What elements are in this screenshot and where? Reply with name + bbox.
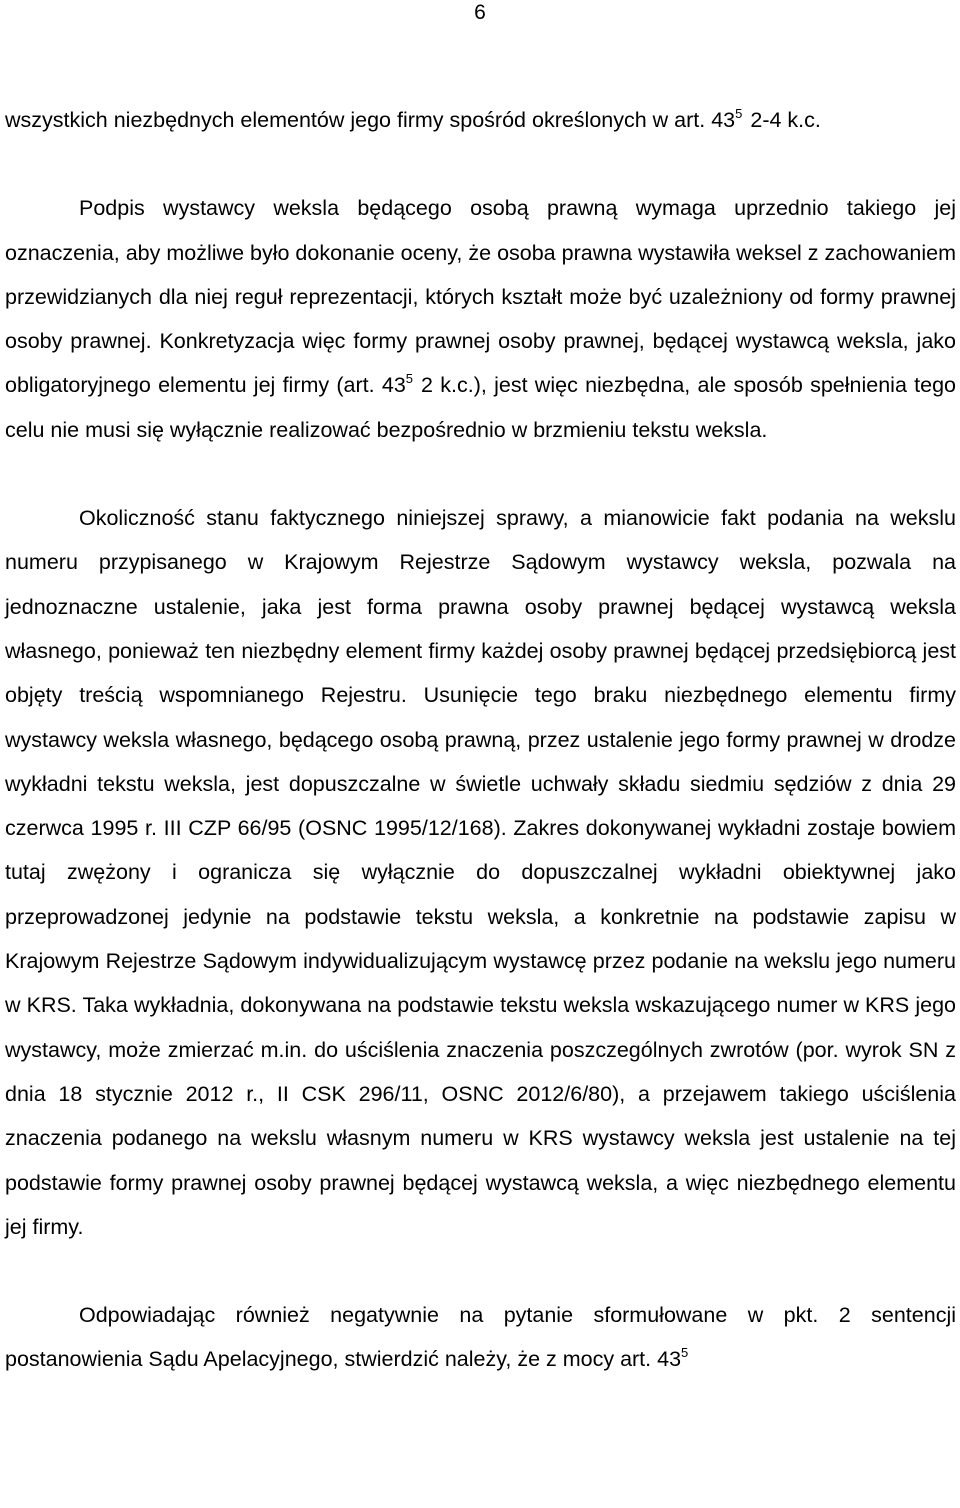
paragraph-text: wszystkich niezbędnych elementów jego firmy spośród określonych w art. 43 (5, 108, 736, 132)
paragraph-continuation (5, 98, 956, 142)
paragraph-signature-requirements (5, 186, 956, 452)
paragraph-text: Odpowiadając również negatywnie na pytanie sformułowane w pkt. 2 sentencji postanowienia Sądu Apelacyjnego, stwierdzić należy, że z mocy art. 43 (5, 1303, 956, 1372)
paragraph-krs-interpretation (5, 496, 956, 1249)
paragraph-text: Okoliczność stanu faktycznego niniejszej sprawy, a mianowicie fakt podania na wekslu numeru przypisanego w Krajowym Rejestrze Sądowym wystawcy weksla, pozwala na jednoznaczne ustalenie, jaka jest forma prawna osoby prawnej będącej wystawcą weksla własnego, ponieważ ten niezbędny element firmy każdej osoby prawnej będącej przedsiębiorcą jest objęty treścią wspomnianego Rejestru. Usunięcie tego braku niezbędnego elementu firmy wystawcy weksla własnego, będącego osobą prawną, przez ustalenie jego formy prawnej w drodze wykładni tekstu weksla, jest dopuszczalne w świetle uchwały składu siedmiu sędziów z dnia 29 czerwca 1995 r. III CZP 66/95 (OSNC 1995/12/168). Zakres dokonywanej wykładni zostaje bowiem tutaj zwężony i ogranicza się wyłącznie do dopuszczalnej wykładni obiektywnej jako przeprowadzonej jedynie na podstawie tekstu weksla, a konkretnie na podstawie zapisu w Krajowym Rejestrze Sądowym indywidualizującym wystawcę przez podanie na wekslu jego numeru w KRS. Taka wykładnia, dokonywana na podstawie tekstu weksla wskazującego numer w KRS jego wystawcy, może zmierzać m.in. do uściślenia znaczenia poszczególnych zwrotów (por. wyrok SN z dnia 18 stycznie 2012 r., II CSK 296/11, OSNC 2012/6/80), a przejawem takiego uściślenia znaczenia podanego na wekslu własnym numeru w KRS wystawcy weksla jest ustalenie na tej podstawie formy prawnej osoby prawnej będącej wystawcą weksla, a więc niezbędnego elementu jej firmy. (5, 506, 956, 1239)
paragraph-spacer (5, 452, 956, 496)
page-number: 6 (474, 1, 486, 24)
superscript: 5 (681, 1345, 689, 1361)
paragraph-text: 2-4 k.c. (750, 108, 821, 132)
paragraph-text: 2 k.c.), jest więc niezbędna, ale sposób spełnienia tego celu nie musi się wyłącznie realizować bezpośrednio w brzmieniu tekstu weksla. (5, 373, 957, 442)
superscript: 5 (405, 371, 414, 387)
superscript: 5 (735, 106, 743, 121)
paragraph-spacer (5, 142, 956, 186)
document-body (5, 98, 956, 1382)
paragraph-text: Podpis wystawcy weksla będącego osobą prawną wymaga uprzednio takiego jej oznaczenia, aby możliwe było dokonanie oceny, że osoba prawna wystawiła weksel z zachowaniem przewidzianych dla niej reguł reprezentacji, których kształt może być uzależniony od formy prawnej osoby prawnej. Konkretyzacja więc formy prawnej osoby prawnej, będącej wystawcą weksla, jako obligatoryjnego elementu jej firmy (art. 43 (5, 196, 956, 398)
paragraph-negative-answer (5, 1293, 956, 1382)
paragraph-spacer (5, 1249, 956, 1293)
